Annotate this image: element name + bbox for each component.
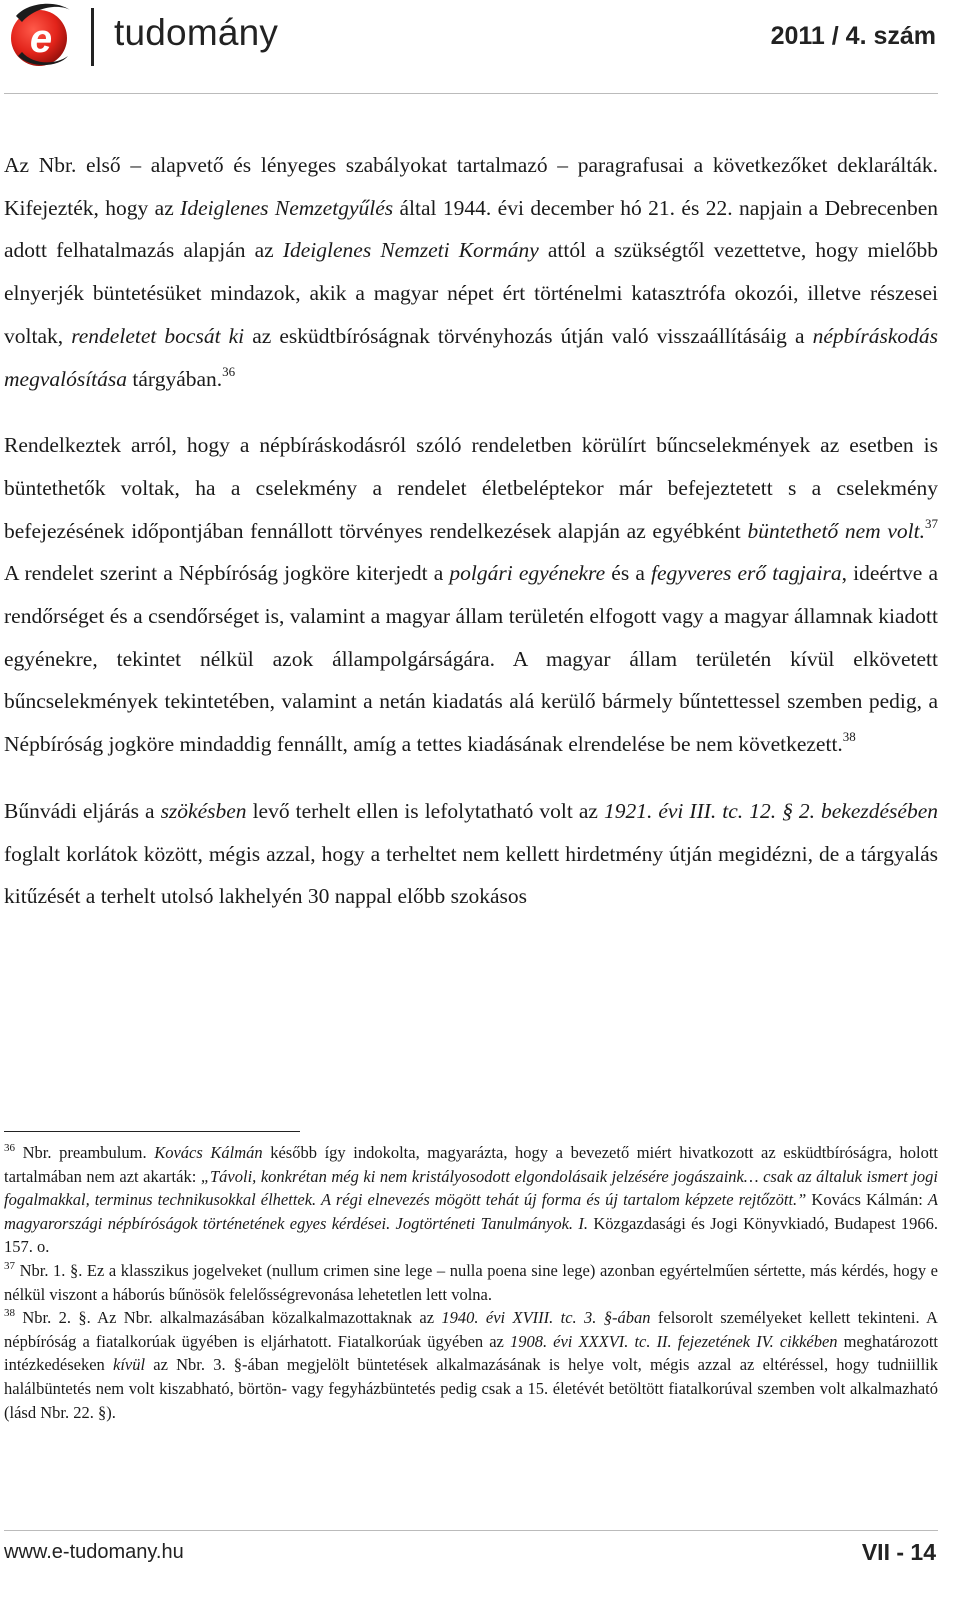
text-run: által 1944. évi december hó 21. és 22. napjain a Debrecenben adott felhatalmazás alapján az (4, 195, 938, 263)
footer-website-link[interactable]: www.e-tudomany.hu (4, 1541, 184, 1563)
text-run: Nbr. 2. §. Az Nbr. alkalmazásában közalkalmazottaknak az (15, 1308, 442, 1328)
italic-run: népbíráskodás megvalósítása (4, 323, 938, 391)
header-rule (4, 93, 938, 94)
italic-run: Kovács Kálmán (154, 1143, 263, 1162)
page-header (0, 0, 960, 100)
text-run: Rendelkeztek arról, hogy a népbíráskodásról szóló rendeletben körülírt bűncselekmények az esetben is büntethetők voltak, ha a cselekmény a rendelet életbeléptekor már befejeztetett s a cselekmény befejezésének időpontjában fennállott törvényes rendelkezések alapján az egyébként (4, 433, 938, 543)
italic-run: polgári egyénekre (449, 561, 606, 586)
footnotes (4, 1141, 938, 1424)
article-body (4, 144, 938, 918)
footer-rule (4, 1530, 938, 1531)
italic-run: Ideiglenes Nemzetgyűlés (180, 195, 394, 220)
italic-run: fegyveres erő tagjaira (651, 561, 842, 586)
footnote-separator (4, 1131, 300, 1132)
italic-run: rendeletet bocsát ki (71, 323, 245, 348)
text-run: tárgyában. (127, 366, 223, 391)
footnote-number: 38 (4, 1307, 15, 1320)
e-tudomany-logo-icon (8, 0, 74, 70)
text-run: A rendelet szerint a Népbíróság jogköre kiterjedt a (4, 561, 450, 586)
footnote-ref-38[interactable]: 38 (842, 729, 856, 745)
text-run: Kovács Kálmán: (806, 1190, 928, 1210)
text-run: Nbr. 1. §. Ez a klasszikus jogelveket (nullum crimen sine lege – nulla poena sine lege) azonban egyértelműen sértette, más kérdés, hogy e nélkül viszont a háborús bűnösök felelősségrevonása lehetetlen lett volna. (4, 1260, 938, 1304)
text-run: Közgazdasági és Jogi Könyvkiadó, Budapest 1966. 157. o. (4, 1213, 938, 1257)
italic-run: 1908. évi XXXVI. tc. II. fejezetének IV. cikkében (509, 1331, 838, 1351)
header-divider (91, 8, 94, 66)
text-run: és a (605, 561, 652, 586)
footnote-37 (4, 1259, 938, 1306)
footnote-36 (4, 1141, 938, 1259)
issue-number: 2011 / 4. szám (770, 22, 936, 50)
italic-run: „Távoli, konkrétan még ki nem kristályosodott elgondolásaik jelzésére jogászaink… csak az általuk ismert jogi fogalmakkal, terminus technikusokkal élhettek. A régi elnevezés mögött tehát új forma és új tartalom képzete rejtőzött.” (4, 1166, 938, 1210)
footnote-ref-36[interactable]: 36 (222, 363, 236, 379)
italic-run: 1940. évi XVIII. tc. 3. §-ában (441, 1308, 651, 1328)
paragraph-1 (4, 144, 938, 400)
text-run: az Nbr. 3. §-ában megjelölt büntetések alkalmazásának is helye volt, mégis azzal az eltéréssel, hogy tudniillik halálbüntetés nem volt kiszabható, börtön- vagy fegyházbüntetés pedig csak a 15. életévét betöltött fiatalkorúval szemben volt alkalmazható (lásd Nbr. 22. §). (4, 1355, 939, 1422)
italic-run: Ideiglenes Nemzeti Kormány (282, 238, 539, 263)
svg-text:e: e (29, 17, 53, 61)
text-run: később így indokolta, magyarázta, hogy a bevezető miért hivatkozott az esküdtbíróságra, holott tartalmában nem azt akarták: (4, 1143, 938, 1186)
italic-run: büntethető nem volt. (747, 518, 925, 543)
text-run: meghatározott intézkedéseken (4, 1331, 938, 1375)
text-run: az esküdtbíróságnak törvényhozás útján való visszaállításáig a (244, 323, 813, 348)
page-number: VII - 14 (861, 1539, 936, 1565)
text-run: foglalt korlátok között, mégis azzal, hogy a terheltet nem kellett hirdetmény útján megidézni, de a tárgyalás kitűzését a terhelt utolsó lakhelyén 30 nappal előbb szokásos (4, 841, 938, 909)
footnote-number: 37 (4, 1259, 15, 1272)
text-run: Bűnvádi eljárás a (4, 798, 161, 823)
text-run: Nbr. preambulum. (15, 1143, 155, 1162)
text-run: attól a szükségtől vezettetve, hogy mielőbb elnyerjék büntetésüket mindazok, akik a magyar népet ért történelmi katasztrófa okozói, illetve részesei voltak, (4, 238, 939, 348)
italic-run: 1921. évi III. tc. 12. § 2. bekezdésében (603, 798, 938, 823)
text-run: levő terhelt ellen is lefolytatható volt az (246, 798, 604, 823)
italic-run: szökésben (160, 798, 247, 823)
text-run: Az Nbr. első – alapvető és lényeges szabályokat tartalmazó – paragrafusai a következőket deklarálták. Kifejezték, hogy az (4, 153, 938, 220)
text-run: felsorolt személyeket kellett tekinteni. A népbíróság a fiatalkorúak ügyében is eljárhatott. Fiatalkorúak ügyében az (4, 1308, 938, 1351)
italic-run: kívül (113, 1355, 146, 1375)
italic-run: A magyarországi népbíróságok történetének egyes kérdései. Jogtörténeti Tanulmányok. I. (4, 1190, 938, 1233)
text-run: , ideértve a rendőrséget és a csendőrséget is, valamint a magyar állam területén elfogott vagy a magyar államnak kiadott egyénekre, tekintet nélkül azok állampolgárságára. A magyar állam területén kívül elkövetett bűncselekmények tekintetében, valamint a netán kiadatás alá kerülő bármely bűntettessel szemben pedig, a Népbíróság jogköre mindaddig fennállt, amíg a tettes kiadásának elrendelése be nem következett. (4, 561, 938, 757)
footnote-38 (4, 1306, 938, 1424)
paragraph-3 (4, 790, 938, 918)
paragraph-2 (4, 424, 938, 766)
site-title: tudomány (114, 12, 279, 53)
footnote-ref-37[interactable]: 37 (924, 515, 938, 531)
footnote-number: 36 (4, 1142, 15, 1154)
